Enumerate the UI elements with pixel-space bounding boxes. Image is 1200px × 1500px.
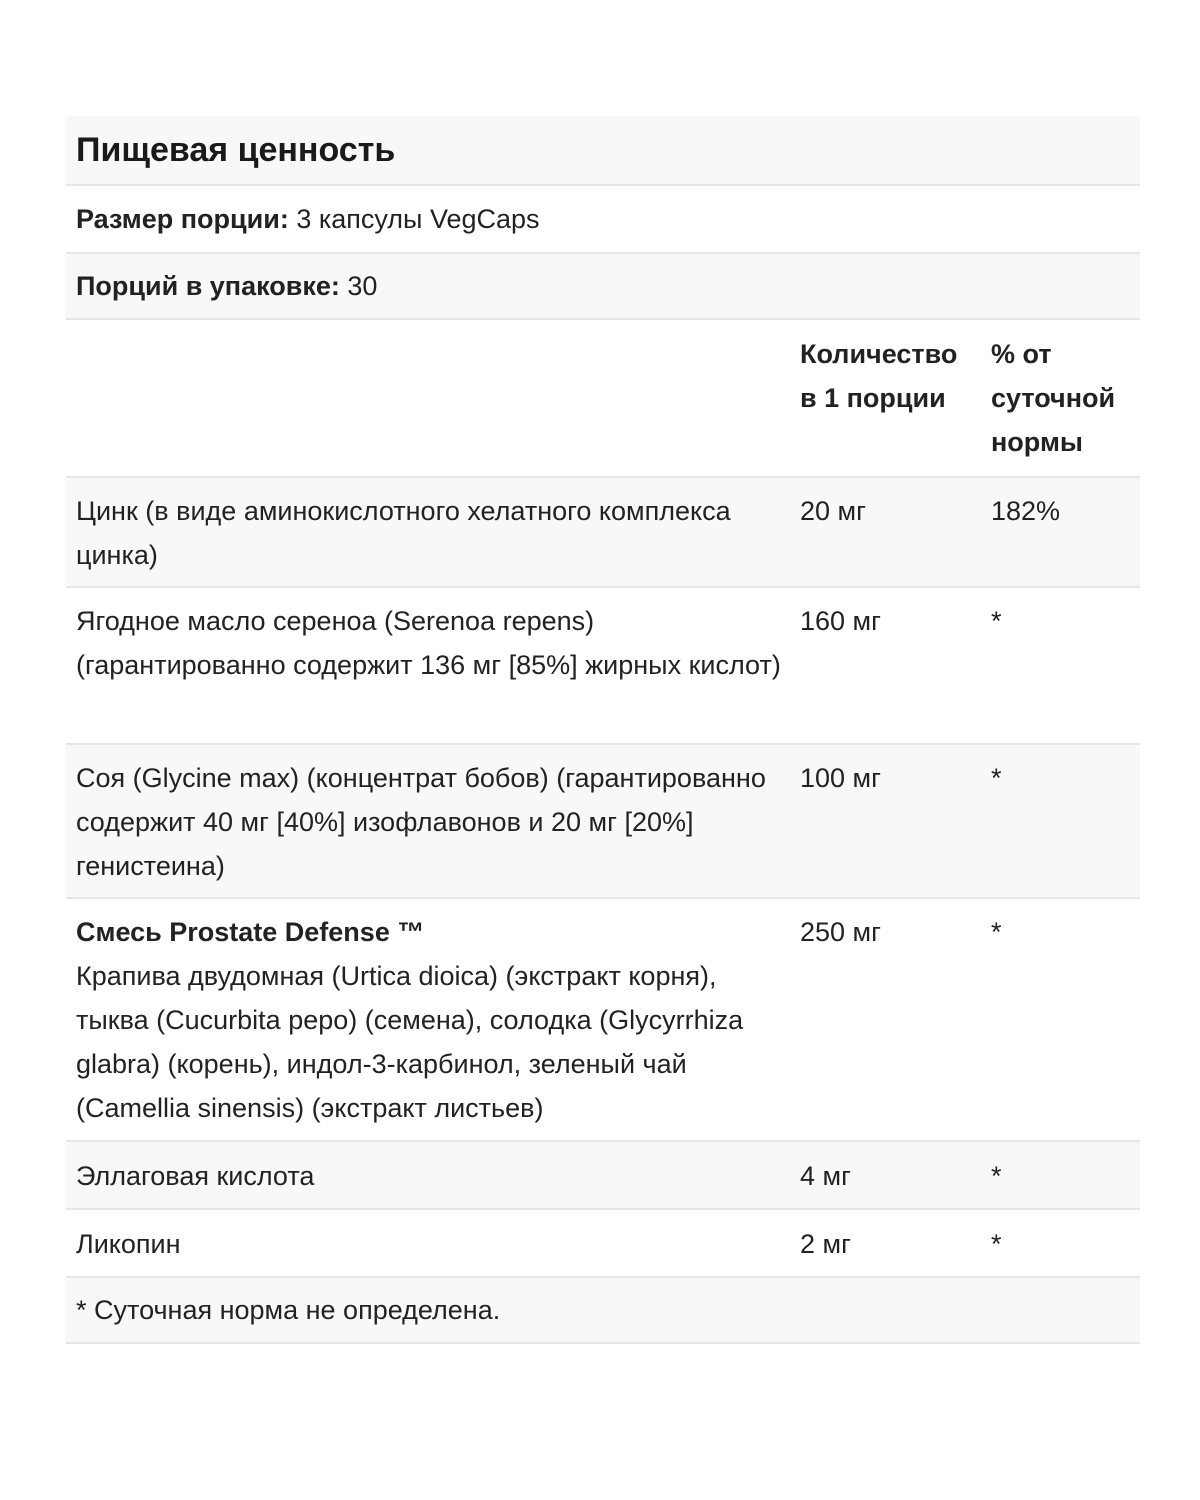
nutrient-name: Цинк (в виде аминокислотного хелатного комплекса цинка) (76, 496, 731, 570)
servings-per-container-row (66, 254, 1140, 320)
table-row (66, 745, 1140, 899)
nutrient-daily-value: * (991, 606, 1002, 636)
panel-title: Пищевая ценность (76, 131, 396, 169)
nutrient-daily-value: 182% (991, 496, 1061, 526)
table-row (66, 1142, 1140, 1210)
nutrition-facts-table (66, 116, 1140, 1344)
blend-name: Смесь Prostate Defense ™ (76, 917, 425, 947)
servings-per-container-value: 30 (339, 271, 378, 301)
nutrient-daily-value: * (991, 1161, 1002, 1191)
table-row (66, 478, 1140, 588)
header-name-cell (66, 332, 790, 476)
nutrient-amount: 2 мг (800, 1229, 851, 1259)
title-row (66, 116, 1140, 186)
serving-size-row (66, 186, 1140, 254)
footnote-row (66, 1278, 1140, 1344)
table-row (66, 899, 1140, 1142)
column-header-row (66, 320, 1140, 478)
header-daily-value: % от суточной нормы (991, 339, 1116, 457)
nutrient-amount: 100 мг (800, 763, 881, 793)
nutrient-daily-value: * (991, 763, 1002, 793)
table-row (66, 588, 1140, 745)
nutrient-amount: 160 мг (800, 606, 881, 636)
nutrient-amount: 250 мг (800, 917, 881, 947)
nutrient-daily-value: * (991, 1229, 1002, 1259)
blend-cell (66, 910, 790, 1140)
serving-size-value: 3 капсулы VegCaps (288, 204, 540, 234)
nutrient-amount: 4 мг (800, 1161, 851, 1191)
blend-ingredients: Крапива двудомная (Urtica dioica) (экстракт корня), тыква (Cucurbita pepo) (семена), солодка (Glycyrrhiza glabra) (корень), индол-3-карбинол, зеленый чай (Camellia sinensis) (экстракт листьев) (76, 961, 744, 1123)
nutrient-name: Соя (Glycine max) (концентрат бобов) (гарантированно содержит 40 мг [40%] изофлавонов и 20 мг [20%] генистеина) (76, 763, 766, 881)
header-amount: Количество в 1 порции (800, 339, 958, 413)
nutrient-name: Эллаговая кислота (76, 1161, 315, 1191)
nutrient-name: Ягодное масло сереноа (Serenoa repens) (гарантированно содержит 136 мг [85%] жирных кислот) (76, 606, 781, 680)
nutrient-daily-value: * (991, 917, 1002, 947)
servings-per-container-label: Порций в упаковке: (76, 271, 340, 301)
table-row (66, 1210, 1140, 1278)
nutrient-name: Ликопин (76, 1229, 181, 1259)
nutrient-amount: 20 мг (800, 496, 866, 526)
footnote: * Суточная норма не определена. (76, 1295, 501, 1325)
serving-size-label: Размер порции: (76, 204, 289, 234)
